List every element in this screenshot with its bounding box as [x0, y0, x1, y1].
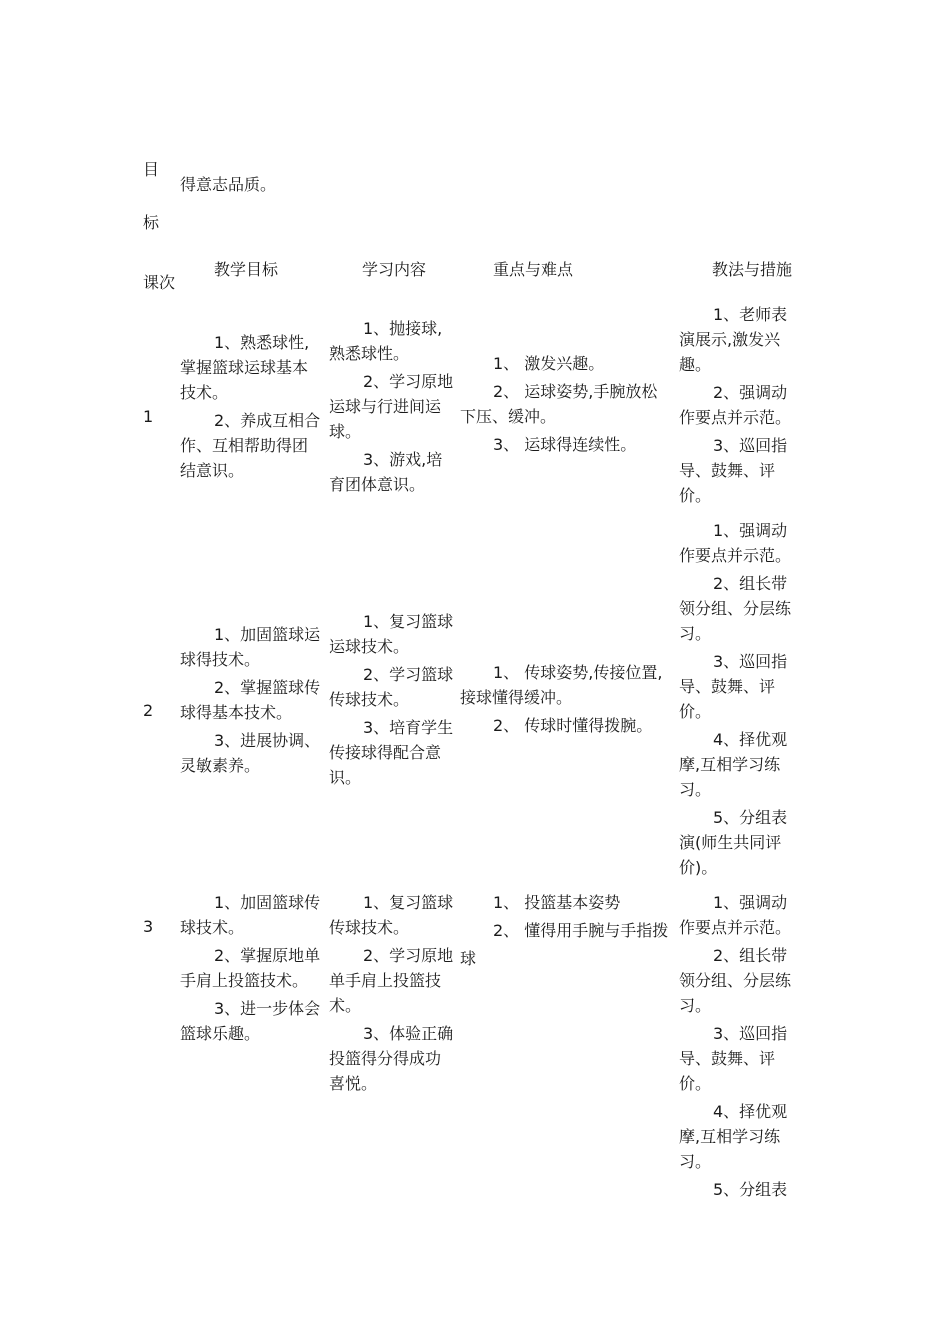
row-3-key — [460, 890, 678, 943]
row-1-method-line: 演展示,激发兴 — [679, 330, 781, 349]
row-1-content-line: 1、抛接球, — [363, 319, 443, 338]
row-2-key — [460, 660, 675, 738]
row-1-key — [460, 351, 675, 457]
row-1-key-line: 下压、缓冲。 — [460, 407, 557, 426]
row-2-method-line: 演(师生共同评 — [679, 833, 782, 852]
row-3-goal — [180, 890, 330, 1046]
row-2-method-line: 价。 — [679, 702, 712, 721]
row-3-content-line: 2、学习原地 — [363, 946, 454, 965]
row-1-content-line: 球。 — [329, 422, 362, 441]
row-1-number: 1 — [143, 407, 154, 426]
row-2-method-line: 1、强调动 — [713, 521, 788, 540]
row-3-goal-line: 球技术。 — [180, 918, 245, 937]
row-3-content — [329, 890, 459, 1096]
row-1-content-line: 3、游戏,培 — [363, 450, 443, 469]
row-2-method-line: 导、鼓舞、评 — [679, 677, 776, 696]
row-3-method-line: 习。 — [679, 1152, 712, 1171]
row-3-method-line: 领分组、分层练 — [679, 971, 792, 990]
row-1-goal-line: 1、熟悉球性, — [214, 333, 310, 352]
row-3-method-line: 2、组长带 — [713, 946, 788, 965]
row-1-goal-line: 2、养成互相合 — [214, 411, 321, 430]
row-3-content-line: 3、体验正确 — [363, 1024, 454, 1043]
row-3-method-line: 导、鼓舞、评 — [679, 1049, 776, 1068]
row-1-method-line: 作要点并示范。 — [679, 408, 792, 427]
row-3-method-line: 1、强调动 — [713, 893, 788, 912]
row-2-goal-line: 灵敏素养。 — [180, 756, 261, 775]
row-2-content-line: 运球技术。 — [329, 637, 410, 656]
row-2-method-line: 2、组长带 — [713, 574, 788, 593]
row-2-goal-line: 3、进展协调、 — [214, 731, 321, 750]
col-header-lesson: 课次 — [143, 273, 176, 292]
goal-label-mu: 目 — [143, 160, 160, 179]
row-1-content-line: 运球与行进间运 — [329, 397, 442, 416]
row-2-goal-line: 球得基本技术。 — [180, 703, 293, 722]
row-1-method-line: 1、老师表 — [713, 305, 788, 324]
row-2-method-line: 3、巡回指 — [713, 652, 788, 671]
row-2-number: 2 — [143, 701, 154, 720]
col-header-content: 学习内容 — [362, 260, 427, 279]
row-2-content-line: 传球技术。 — [329, 690, 410, 709]
row-2-content-line: 2、学习篮球 — [363, 665, 454, 684]
row-2-content-line: 识。 — [329, 768, 362, 787]
row-2-goal-line: 1、加固篮球运 — [214, 625, 321, 644]
row-1-method-line: 趣。 — [679, 355, 712, 374]
row-3-content-line: 投篮得分得成功 — [329, 1049, 442, 1068]
row-3-method-line: 5、分组表 — [713, 1180, 788, 1199]
row-1-content — [329, 316, 459, 497]
row-1-goal — [180, 330, 330, 483]
row-3-method-line: 4、择优观 — [713, 1102, 788, 1121]
row-3-key-line: 1、 投篮基本姿势 — [493, 893, 621, 912]
row-3-content-line: 术。 — [329, 996, 362, 1015]
row-3-method-line: 摩,互相学习练 — [679, 1127, 781, 1146]
row-2-method-line: 领分组、分层练 — [679, 599, 792, 618]
row-3-key-overflow: 球 — [460, 949, 477, 968]
row-2-content-line: 3、培育学生 — [363, 718, 454, 737]
goal-label-biao: 标 — [143, 213, 160, 232]
row-3-content-line: 单手肩上投篮技 — [329, 971, 442, 990]
row-3-method-line: 3、巡回指 — [713, 1024, 788, 1043]
row-3-goal-line: 2、掌握原地单 — [214, 946, 321, 965]
row-2-method-line: 4、择优观 — [713, 730, 788, 749]
col-header-goal: 教学目标 — [214, 260, 279, 279]
row-3-method — [679, 890, 804, 1202]
row-1-key-line: 3、 运球得连续性。 — [493, 435, 637, 454]
row-3-content-line: 1、复习篮球 — [363, 893, 454, 912]
row-1-content-line: 熟悉球性。 — [329, 344, 410, 363]
row-2-method-line: 习。 — [679, 780, 712, 799]
col-header-method: 教法与措施 — [712, 260, 793, 279]
row-1-goal-line: 技术。 — [180, 383, 229, 402]
row-2-method-line: 作要点并示范。 — [679, 546, 792, 565]
row-1-goal-line: 掌握篮球运球基本 — [180, 358, 309, 377]
row-3-content-line: 喜悦。 — [329, 1074, 378, 1093]
row-2-goal-line: 球得技术。 — [180, 650, 261, 669]
row-2-content-line: 1、复习篮球 — [363, 612, 454, 631]
row-1-content-line: 育团体意识。 — [329, 475, 426, 494]
row-2-method-line: 5、分组表 — [713, 808, 788, 827]
row-3-goal-line: 篮球乐趣。 — [180, 1024, 261, 1043]
row-3-number: 3 — [143, 917, 154, 936]
row-1-method-line: 3、巡回指 — [713, 436, 788, 455]
row-3-goal-line: 3、进一步体会 — [214, 999, 321, 1018]
row-1-method-line: 2、强调动 — [713, 383, 788, 402]
row-1-goal-line: 作、互相帮助得团 — [180, 436, 309, 455]
goal-continuation: 得意志品质。 — [180, 175, 277, 194]
row-1-goal-line: 结意识。 — [180, 461, 245, 480]
row-2-method — [679, 518, 804, 880]
row-3-goal-line: 1、加固篮球传 — [214, 893, 321, 912]
row-1-method-line: 导、鼓舞、评 — [679, 461, 776, 480]
row-3-method-line: 习。 — [679, 996, 712, 1015]
row-2-method-line: 摩,互相学习练 — [679, 755, 781, 774]
row-3-method-line: 价。 — [679, 1074, 712, 1093]
col-header-key: 重点与难点 — [493, 260, 574, 279]
row-2-key-line: 接球懂得缓冲。 — [460, 688, 573, 707]
row-1-key-line: 1、 激发兴趣。 — [493, 354, 605, 373]
row-3-content-line: 传球技术。 — [329, 918, 410, 937]
row-2-goal-line: 2、掌握篮球传 — [214, 678, 321, 697]
row-1-method-line: 价。 — [679, 486, 712, 505]
row-1-content-line: 2、学习原地 — [363, 372, 454, 391]
row-3-goal-line: 手肩上投篮技术。 — [180, 971, 309, 990]
row-2-method-line: 价)。 — [679, 858, 718, 877]
row-3-method-line: 作要点并示范。 — [679, 918, 792, 937]
row-2-content-line: 传接球得配合意 — [329, 743, 442, 762]
row-3-key-line: 2、 懂得用手腕与手指拨 — [493, 921, 669, 940]
row-2-goal — [180, 622, 330, 778]
row-2-content — [329, 609, 459, 790]
row-2-key-line: 1、 传球姿势,传接位置, — [493, 663, 663, 682]
row-1-key-line: 2、 运球姿势,手腕放松 — [493, 382, 658, 401]
row-2-method-line: 习。 — [679, 624, 712, 643]
row-1-method — [679, 302, 804, 508]
row-2-key-line: 2、 传球时懂得拨腕。 — [493, 716, 653, 735]
